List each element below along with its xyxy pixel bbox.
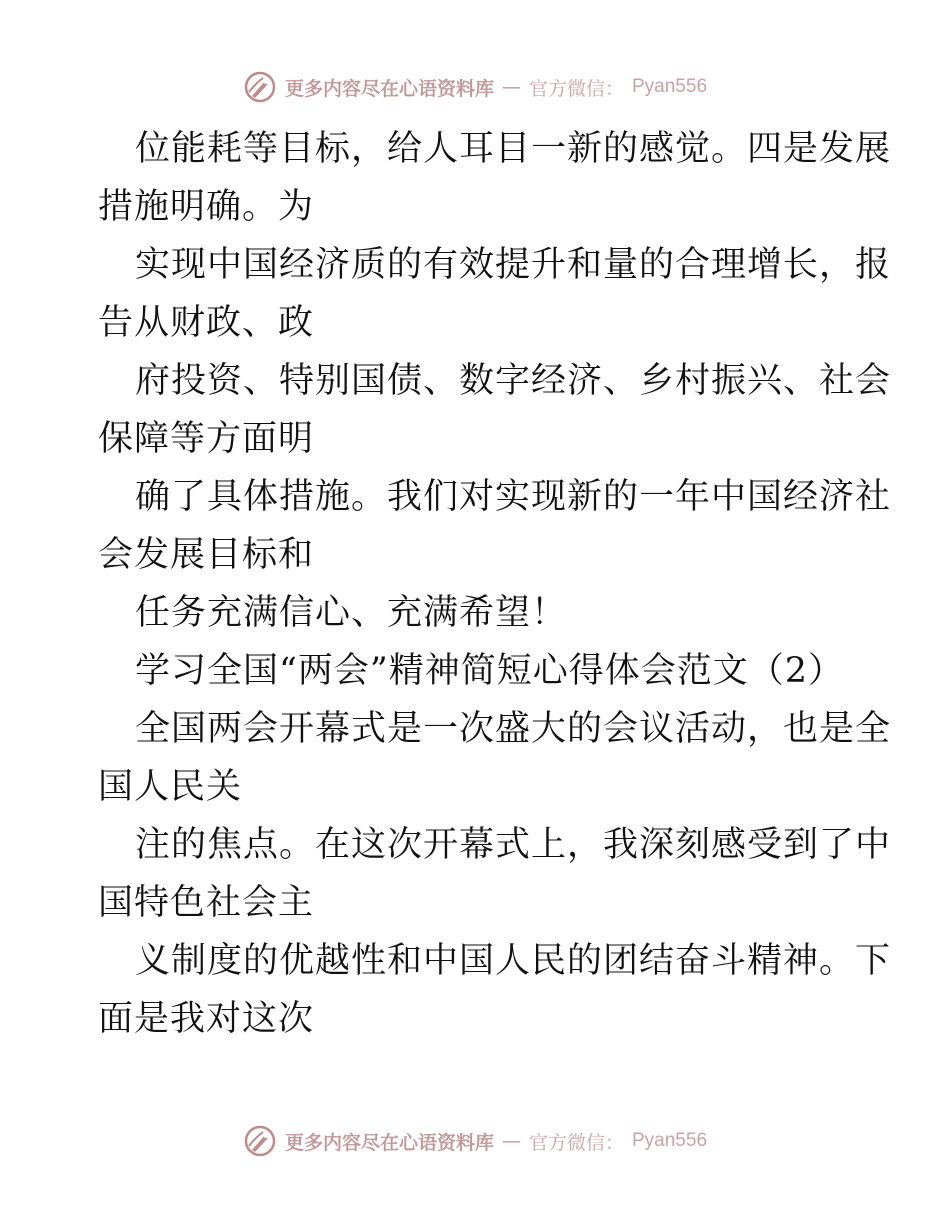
header-wechat-label: 官方微信：	[528, 77, 624, 100]
footer-dash: —	[501, 1130, 521, 1152]
text-line: 告从财政、政	[98, 303, 315, 343]
text-line: 注的焦点。在这次开幕式上，我深刻感受到了中	[135, 825, 892, 865]
text-line: 措施明确。为	[98, 187, 315, 227]
footer-banner	[0, 1124, 950, 1158]
footer-wechat-label: 官方微信：	[528, 1131, 624, 1154]
text-line: 义制度的优越性和中国人民的团结奋斗精神。下	[135, 941, 892, 981]
text-line: 会发展目标和	[98, 535, 315, 575]
text-line: 保障等方面明	[98, 419, 315, 459]
text-line: 任务充满信心、充满希望！	[135, 593, 568, 633]
fountain-pen-logo-icon	[243, 70, 277, 104]
text-line: 实现中国经济质的有效提升和量的合理增长，报	[135, 245, 892, 285]
text-line: 国人民关	[98, 767, 243, 807]
header-wechat-handle: Pyan556	[632, 76, 708, 97]
text-line: 府投资、特别国债、数字经济、乡村振兴、社会	[135, 361, 892, 401]
text-line: 全国两会开幕式是一次盛大的会议活动，也是全	[135, 709, 892, 749]
header-dash: —	[501, 76, 521, 98]
text-line: 确了具体措施。我们对实现新的一年中国经济社	[135, 477, 892, 517]
footer-wechat-handle: Pyan556	[632, 1130, 708, 1151]
header-banner	[0, 70, 950, 104]
document-body	[98, 120, 892, 1048]
fountain-pen-logo-icon	[243, 1124, 277, 1158]
text-line: 位能耗等目标，给人耳目一新的感觉。四是发展	[135, 129, 892, 169]
text-line: 学习全国“两会”精神简短心得体会范文（2）	[135, 651, 845, 691]
header-brand-text: 更多内容尽在心语资料库	[284, 77, 494, 100]
footer-brand-text: 更多内容尽在心语资料库	[284, 1131, 494, 1154]
text-line: 国特色社会主	[98, 883, 315, 923]
text-line: 面是我对这次	[98, 999, 315, 1039]
